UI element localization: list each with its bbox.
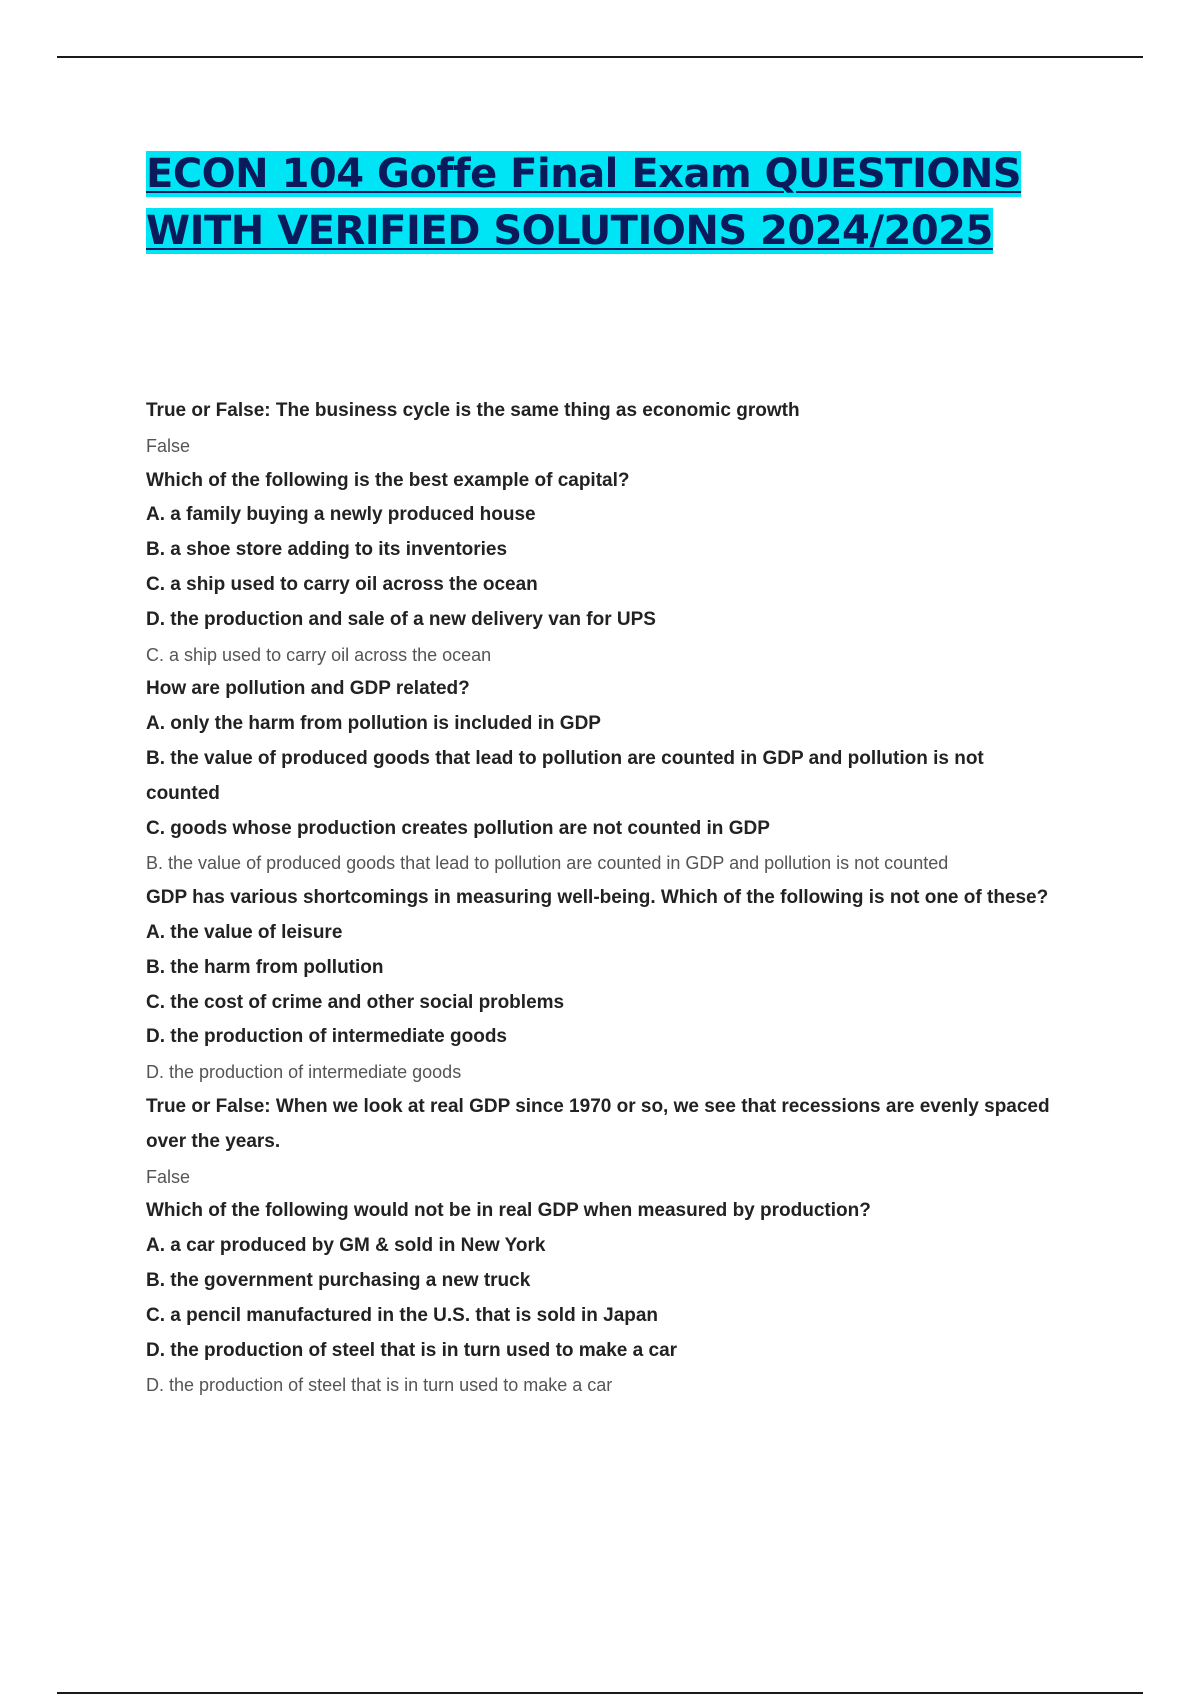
question-list (146, 394, 1056, 1403)
header-rule (57, 56, 1143, 58)
question-item (146, 394, 1056, 464)
answer-text: C. a ship used to carry oil across the ocean (146, 644, 492, 665)
question-text: Which of the following would not be in real GDP when measured by production? (146, 1200, 871, 1222)
answer-text: False (146, 1166, 191, 1187)
question-item (146, 881, 1056, 1090)
question-item (146, 672, 1056, 881)
question-text: GDP has various shortcomings in measuring well-being. Which of the following is not one of these? (146, 887, 1049, 909)
question-item (146, 464, 1056, 673)
document-title (146, 146, 1106, 260)
answer-text: False (146, 435, 191, 456)
option-text: D. the production of intermediate goods (146, 1026, 507, 1048)
answer-text: D. the production of intermediate goods (146, 1062, 462, 1083)
question-item (146, 1090, 1056, 1194)
option-text: C. a pencil manufactured in the U.S. that is sold in Japan (146, 1304, 659, 1326)
question-text: How are pollution and GDP related? (146, 678, 470, 700)
option-text: C. a ship used to carry oil across the ocean (146, 573, 538, 595)
option-text: A. a car produced by GM & sold in New York (146, 1235, 546, 1257)
option-text: C. the cost of crime and other social problems (146, 991, 565, 1013)
option-text: B. the government purchasing a new truck (146, 1269, 531, 1291)
option-text: B. a shoe store adding to its inventories (146, 539, 508, 561)
question-text: Which of the following is the best example of capital? (146, 469, 630, 491)
option-text: A. a family buying a newly produced house (146, 504, 536, 526)
answer-text: D. the production of steel that is in turn used to make a car (146, 1375, 613, 1396)
question-text: True or False: The business cycle is the same thing as economic growth (146, 400, 800, 421)
answer-text: B. the value of produced goods that lead to pollution are counted in GDP and pollution is not counted (146, 853, 949, 874)
option-text: B. the value of produced goods that lead to pollution are counted in GDP and pollution is not counted (146, 747, 984, 804)
question-item (146, 1194, 1056, 1403)
option-text: A. the value of leisure (146, 921, 343, 943)
option-text: A. only the harm from pollution is included in GDP (146, 713, 601, 735)
question-text: True or False: When we look at real GDP since 1970 or so, we see that recessions are evenly spaced over the years. (146, 1095, 1050, 1152)
document-title-text: ECON 104 Goffe Final Exam QUESTIONS WITH VERIFIED SOLUTIONS 2024/2025 (146, 151, 1022, 254)
option-text: D. the production of steel that is in turn used to make a car (146, 1339, 678, 1361)
footer-rule (57, 1692, 1143, 1694)
option-text: D. the production and sale of a new delivery van for UPS (146, 608, 656, 630)
option-text: C. goods whose production creates pollution are not counted in GDP (146, 817, 770, 839)
option-text: B. the harm from pollution (146, 956, 384, 978)
